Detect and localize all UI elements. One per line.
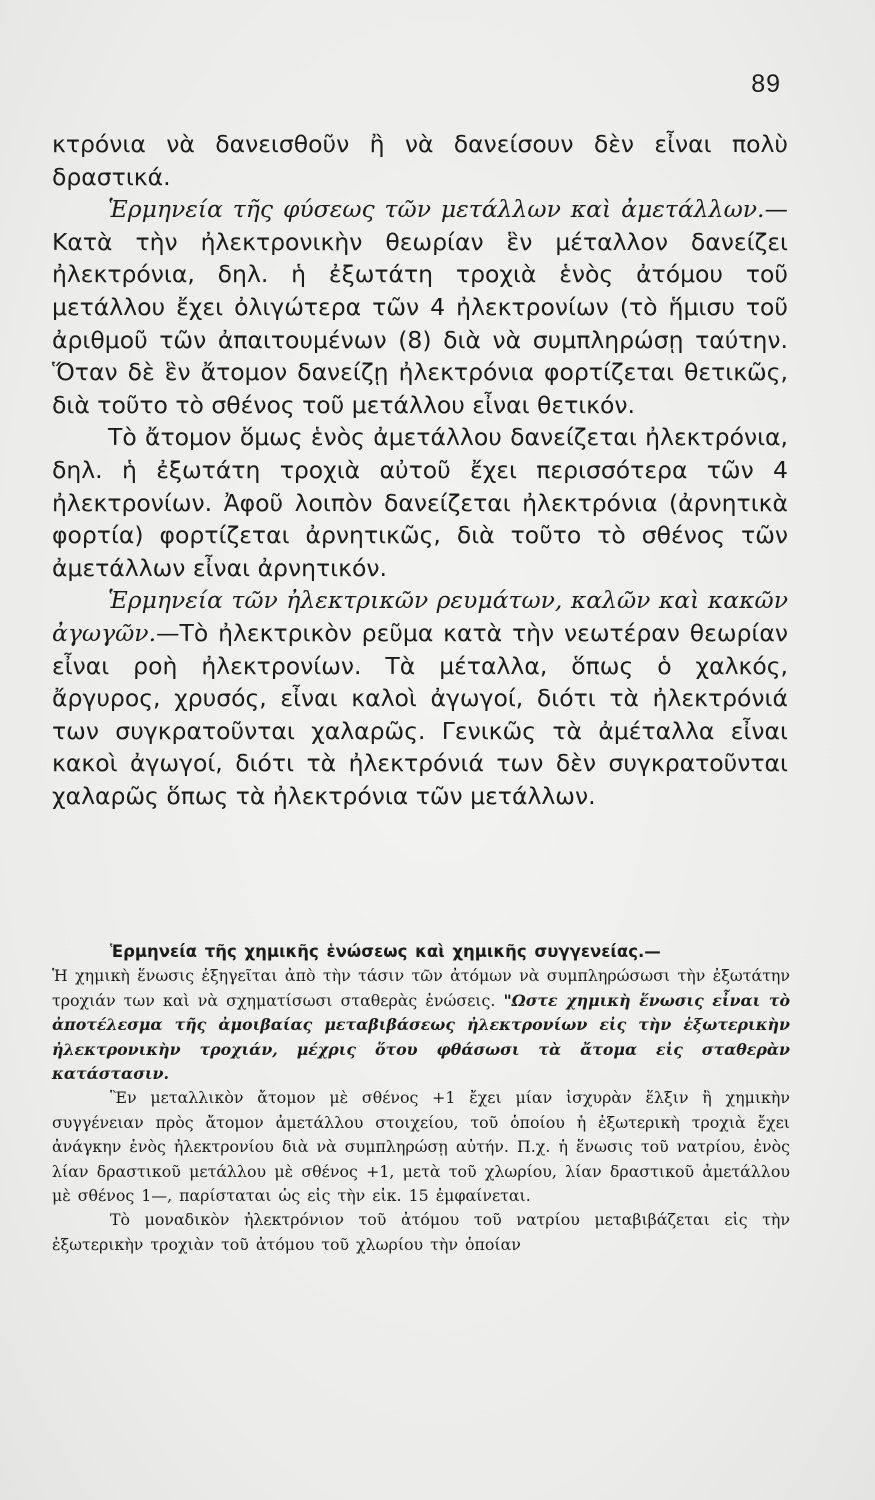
section-heading-metals: Ἑρμηνεία τῆς φύσεως τῶν μετάλλων καὶ ἀμετάλλων.	[108, 195, 765, 224]
paragraph-text: —Τὸ ἠλεκτρικὸν ρεῦμα κατὰ τὴν νεωτέραν θεωρίαν εἶναι ροὴ ἠλεκτρονίων. Τὰ μέταλλα, ὅπως ὁ χαλκός, ἄργυρος, χρυσός, εἶναι καλοὶ ἀγωγοί, διότι τὰ ἠλεκτρόνιά των συγκρατοῦνται χαλαρῶς. Γενικῶς τὰ ἀμέταλλα εἶναι κακοὶ ἀγωγοί, διότι τὰ ἠλεκτρόνιά των δὲν συγκρατοῦνται χαλαρῶς ὅπως τὰ ἠλεκτρόνια τῶν μετάλλων.	[52, 618, 788, 810]
main-body-text	[52, 128, 788, 812]
paragraph-affinity: Ἓν μεταλλικὸν ἄτομον μὲ σθένος +1 ἔχει μίαν ἰσχυρὰν ἕλξιν ἢ χημικὴν συγγένειαν πρὸς ἄτομον ἀμετάλλου στοιχείου, τοῦ ὁποίου ἡ ἐξωτερικὴ τροχιὰ ἔχει ἀνάγκην ἑνὸς ἠλεκτρονίου διὰ νὰ συμπληρώσῃ αὐτήν. Π.χ. ἡ ἕνωσις τοῦ νατρίου, ἑνὸς λίαν δραστικοῦ μετάλλου μὲ σθένος +1, μετὰ τοῦ χλωρίου, λίαν δραστικοῦ ἀμετάλλου μὲ σθένος 1—, παρίσταται ὡς εἰς τὴν εἰκ. 15 ἐμφαίνεται.	[52, 1088, 790, 1206]
paragraph-continuation: κτρόνια νὰ δανεισθοῦν ἢ νὰ δανείσουν δὲν εἶναι πολὺ δραστικά.	[52, 130, 788, 191]
paragraph-metals-nonmetals	[52, 193, 788, 421]
paragraph-sodium-electron: Τὸ μοναδικὸν ἠλεκτρόνιον τοῦ ἀτόμου τοῦ νατρίου μεταβιβάζεται εἰς τὴν ἐξωτερικὴν τροχιὰν τοῦ ἀτόμου τοῦ χλωρίου τὴν ὁποίαν	[52, 1210, 790, 1254]
emphasized-definition: "Ωστε χημικὴ ἕνωσις εἶναι τὸ ἀποτέλεσμα τῆς ἀμοιβαίας μεταβιβάσεως ἠλεκτρονίων εἰς τὴν ἐξωτερικὴν ἠλεκτρονικὴν τροχιάν, μέχρις ὅτου φθάσωσι τὰ ἄτομα εἰς σταθερὰν κατάστασιν.	[52, 990, 790, 1084]
paragraph-text: —Κατὰ τὴν ἠλεκτρονικὴν θεωρίαν ἓν μέταλλον δανείζει ἠλεκτρόνια, δηλ. ἡ ἐξωτάτη τροχιὰ ἑνὸς ἀτόμου τοῦ μετάλλου ἔχει ὀλιγώτερα τῶν 4 ἠλεκτρονίων (τὸ ἥμισυ τοῦ ἀριθμοῦ τῶν ἀπαιτουμένων (8) διὰ νὰ συμπληρώσῃ ταύτην. Ὅταν δὲ ἓν ἄτομον δανείζῃ ἠλεκτρόνια φορτίζεται θετικῶς, διὰ τοῦτο τὸ σθένος τοῦ μετάλλου εἶναι θετικόν.	[52, 195, 788, 419]
page-number: 89	[751, 70, 781, 98]
paragraph-conductors	[52, 584, 788, 812]
section-heading-currents: Ἑρμηνεία τῶν ἠλεκτρικῶν ρευμάτων, καλῶν καὶ κακῶν ἀγωγῶν.	[52, 586, 788, 647]
section-heading-chemical-bond: Ἑρμηνεία τῆς χημικῆς ἑνώσεως καὶ χημικῆς συγγενείας.—	[110, 942, 661, 961]
paragraph-nonmetal-atom: Τὸ ἄτομον ὅμως ἑνὸς ἀμετάλλου δανείζεται ἠλεκτρόνια, δηλ. ἡ ἐξωτάτη τροχιὰ αὐτοῦ ἔχει περισσότερα τῶν 4 ἠλεκτρονίων. Ἀφοῦ λοιπὸν δανείζεται ἠλεκτρόνια (ἀρνητικὰ φορτία) φορτίζεται ἀρνητικῶς, διὰ τοῦτο τὸ σθένος τῶν ἀμετάλλων εἶναι ἀρνητικόν.	[52, 423, 788, 582]
small-print-section	[52, 940, 790, 1257]
paragraph-text: Ἡ χημικὴ ἕνωσις ἐξηγεῖται ἀπὸ τὴν τάσιν τῶν ἀτόμων νὰ συμπληρώσωσι τὴν ἐξωτάτην τροχιάν των καὶ νὰ σχηματίσωσι σταθερὰς ἑνώσεις.	[52, 966, 790, 1010]
paragraph-chemical-bond	[52, 964, 790, 1086]
